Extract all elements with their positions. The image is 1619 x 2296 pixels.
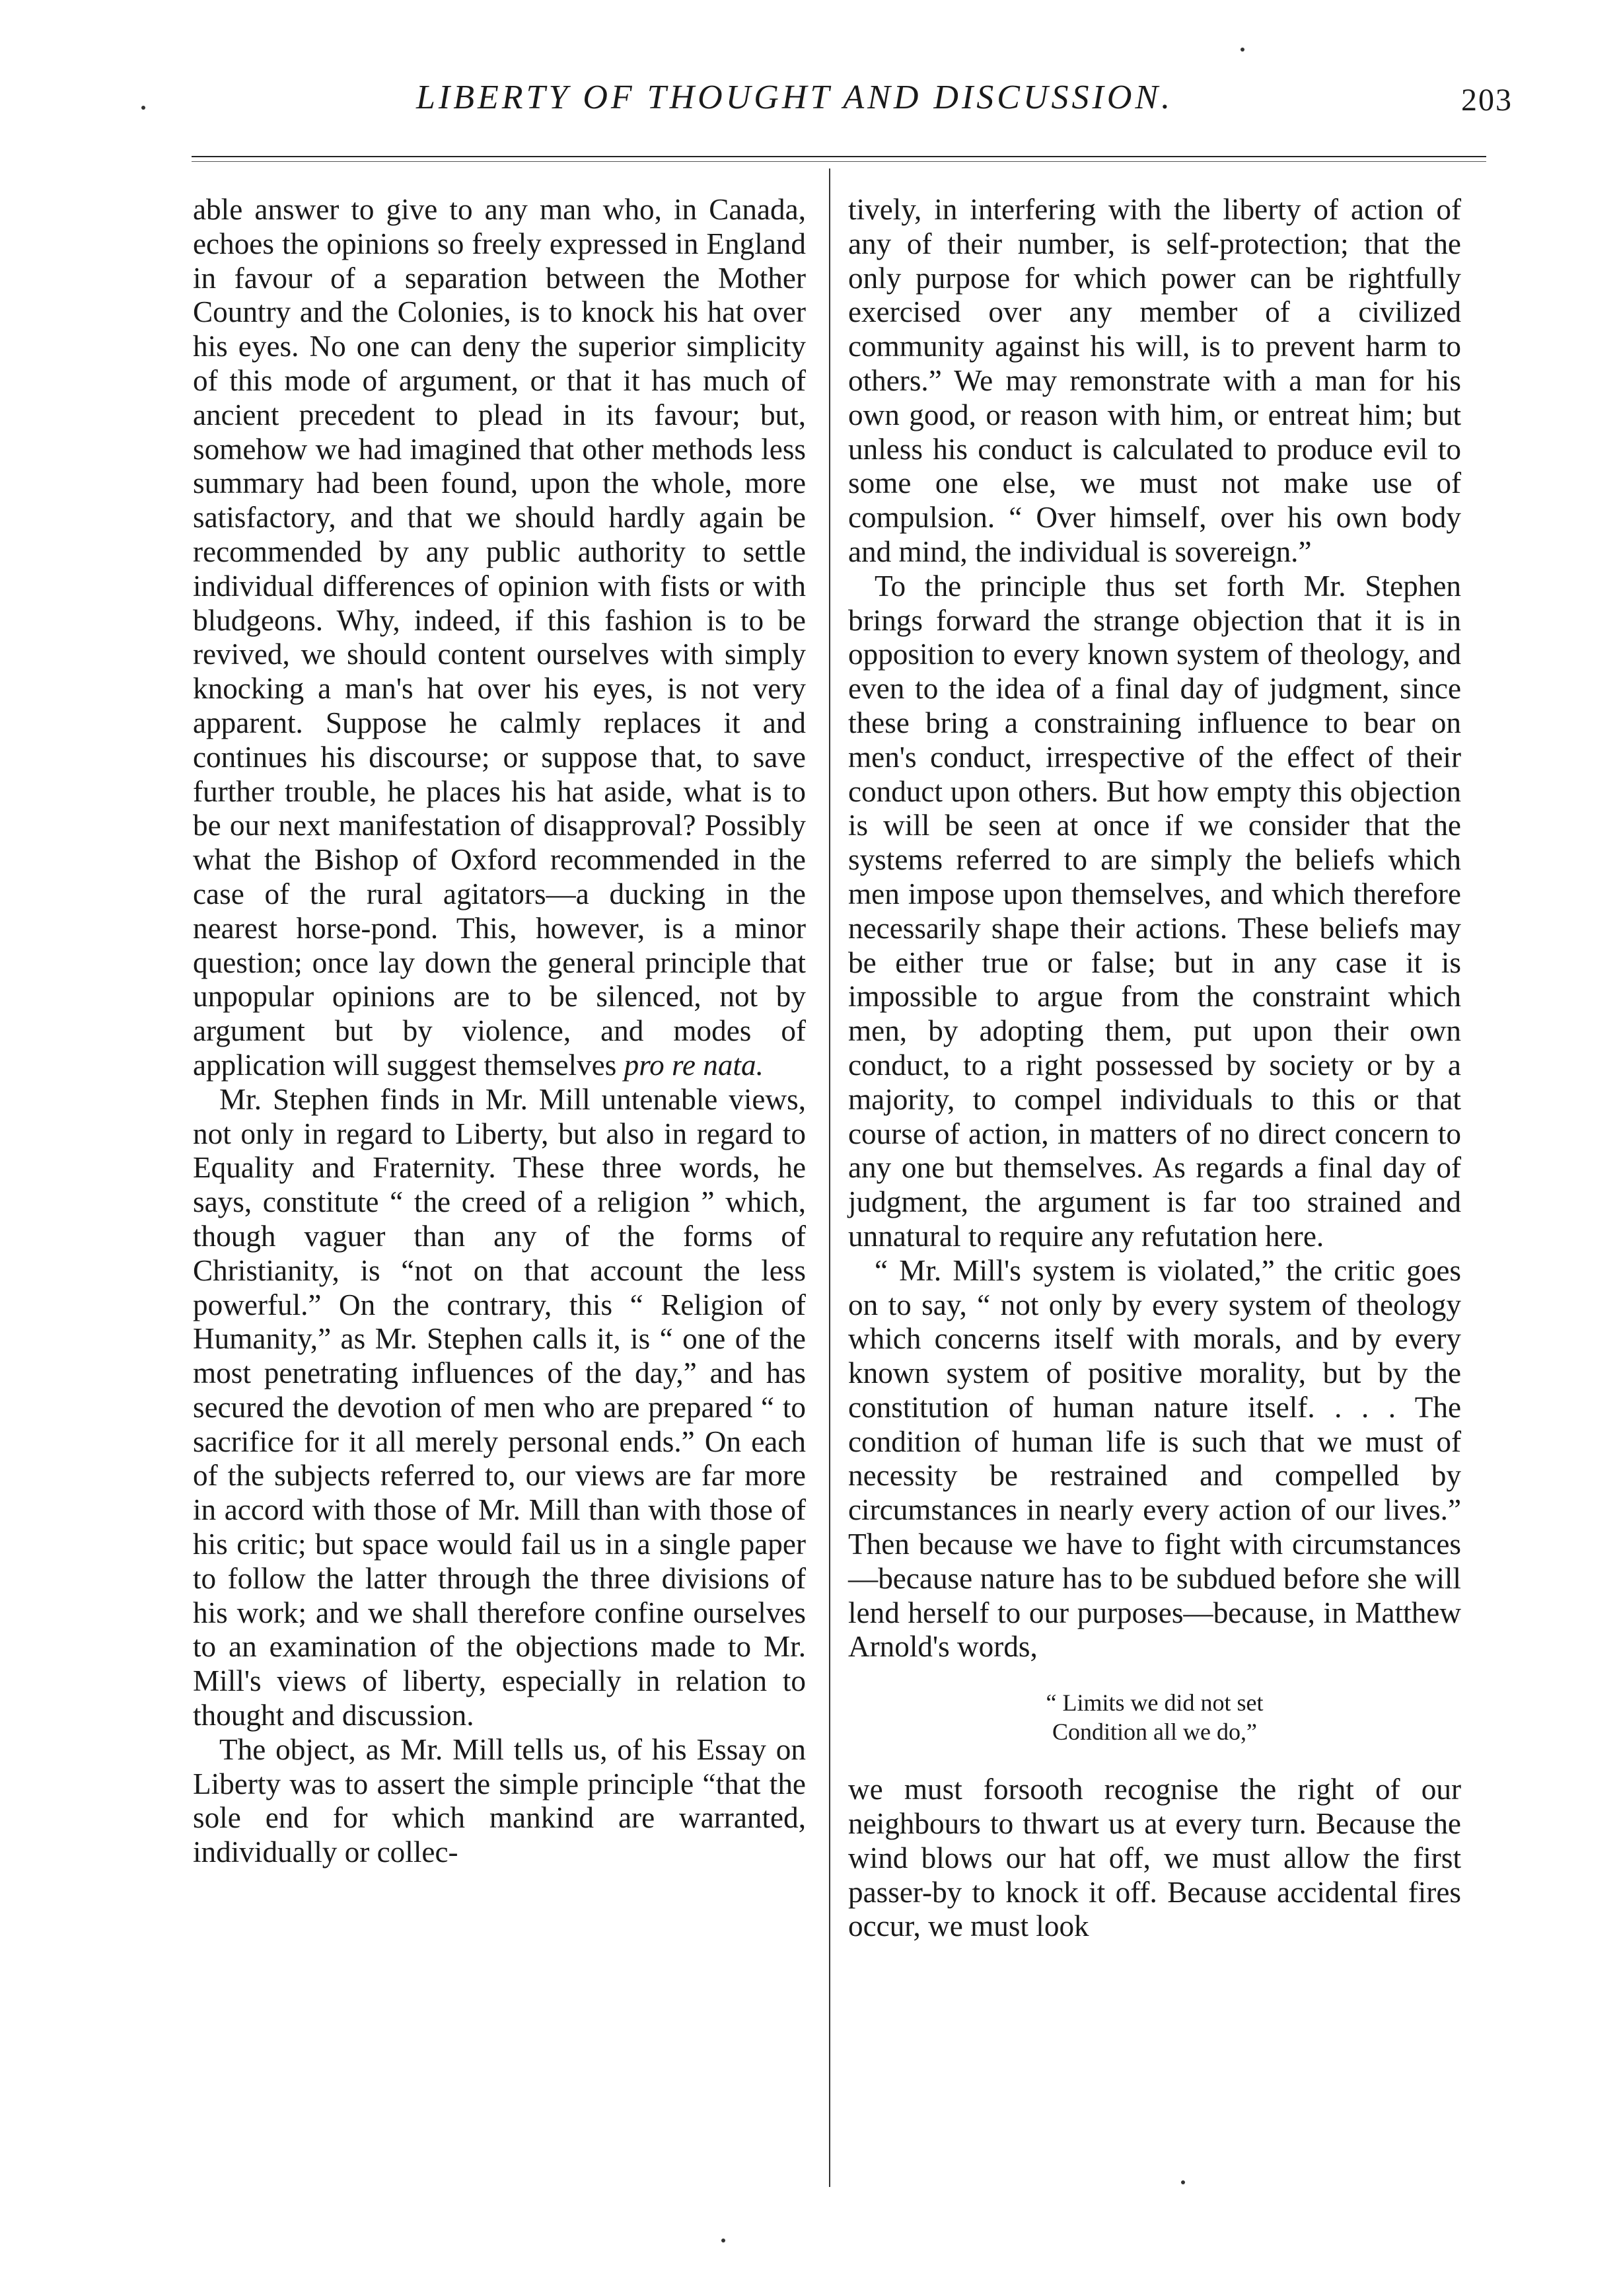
left-paragraph-1-text: able answer to give to any man who, in Canada, echoes the opinions so freely expressed in England in favour of a separation between the Mother Country and the Colonies, is to knock his hat over his eyes. No one can deny the superior simplicity of this mode of argument, or that it has much of ancient precedent to plead in its favour; but, somehow we had imagined that other methods less summary had been found, upon the whole, more satisfactory, and that we should hardly again be recommended by any public authority to settle individual differences of opinion with fists or with bludgeons. Why, indeed, if this fashion is to be revived, we should content ourselves with simply knocking a man's hat over his eyes, is not very apparent. Suppose he calmly replaces it and continues his discourse; or suppose that, to save further trouble, he places his hat aside, what is to be our next manifestation of disapproval? Possibly what the Bishop of Oxford recommended in the case of the rural agitators—a ducking in the nearest horse-pond. This, however, is a minor question; once lay down the general principle that unpopular opinions are to be silenced, not by argument but by violence, and modes of application will suggest themselves xyxy=(193,193,806,1082)
left-paragraph-2: Mr. Stephen finds in Mr. Mill untenable views, not only in regard to Liberty, but also in regard to Equality and Fraternity. These three words, he says, constitute “ the creed of a religion ” which, though vaguer than any of the forms of Christianity, is “not on that account the less powerful.” On the contrary, this “ Religion of Humanity,” as Mr. Stephen calls it, is “ one of the most penetrating influences of the day,” and has secured the devotion of men who are prepared “ to sacrifice for it all merely personal ends.” On each of the subjects referred to, our views are far more in accord with those of Mr. Mill than with those of his critic; but space would fail us in a single paper to follow the latter through the three divisions of his work; and we shall therefore confine ourselves to an examination of the objections made to Mr. Mill's views of liberty, especially in relation to thought and discussion. xyxy=(193,1082,806,1732)
right-column xyxy=(848,193,1461,1944)
header-rule xyxy=(192,156,1486,157)
print-speck xyxy=(721,2239,725,2242)
running-title: LIBERTY OF THOUGHT AND DISCUSSION. xyxy=(416,79,1174,116)
header-rule-thin xyxy=(192,161,1486,162)
left-paragraph-1 xyxy=(193,193,806,1083)
running-head xyxy=(192,78,1513,137)
right-paragraph-1: tively, in interfering with the liberty of action of any of their number, is self-protection; that the only purpose for which power can be rightfully exercised over any member of a civilized community against his will, is to prevent harm to others.” We may remonstrate with a man for his own good, or reason with him, or entreat him; but unless his conduct is calculated to produce evil to some one else, we must not make use of compulsion. “ Over himself, over his own body and mind, the individual is sovereign.” xyxy=(848,193,1461,568)
print-speck xyxy=(1181,2180,1185,2184)
verse-line-2: Condition all we do,” xyxy=(1052,1719,1257,1746)
right-paragraph-3: “ Mr. Mill's system is violated,” the critic goes on to say, “ not only by every system of theology which concerns itself with morals, and by every known system of positive morality, but by the constitution of human nature itself. . . . The condition of human life is such that we must of necessity be restrained and compelled by circumstances in nearly every action of our lives.” Then because we have to fight with circumstances—because nature has to be subdued before she will lend herself to our purposes—because, in Matthew Arnold's words, xyxy=(848,1253,1461,1664)
print-speck xyxy=(141,106,145,110)
left-paragraph-3: The object, as Mr. Mill tells us, of his Essay on Liberty was to assert the simple principle “that the sole end for which mankind are warranted, individually or collec- xyxy=(193,1732,806,1869)
verse-quotation xyxy=(848,1688,1461,1746)
left-column xyxy=(193,193,806,1870)
right-paragraph-4: we must forsooth recognise the right of our neighbours to thwart us at every turn. Because the wind blows our hat off, we must allow the first passer-by to knock it off. Because accidental fires occur, we must look xyxy=(848,1773,1461,1943)
column-divider xyxy=(829,168,830,2187)
left-paragraph-1-italic: pro re nata. xyxy=(624,1048,764,1082)
verse-line-1: “ Limits we did not set xyxy=(1046,1689,1264,1717)
right-paragraph-2: To the principle thus set forth Mr. Stephen brings forward the strange objection that it is in opposition to every known system of theology, and even to the idea of a final day of judgment, since these bring a constraining influence to bear on men's conduct, irrespective of the effect of their conduct upon others. But how empty this objection is will be seen at once if we consider that the systems referred to are simply the beliefs which men impose upon themselves, and which therefore necessarily shape their actions. These beliefs may be either true or false; but in any case it is impossible to argue from the constraint which men, by adopting them, put upon their own conduct, to a right possessed by society or by a majority, to compel individuals to this or that course of action, in matters of no direct concern to any one but themselves. As regards a final day of judgment, the argument is far too strained and unnatural to require any refutation here. xyxy=(848,569,1461,1253)
page-number: 203 xyxy=(1461,83,1513,118)
print-speck xyxy=(1241,48,1244,52)
